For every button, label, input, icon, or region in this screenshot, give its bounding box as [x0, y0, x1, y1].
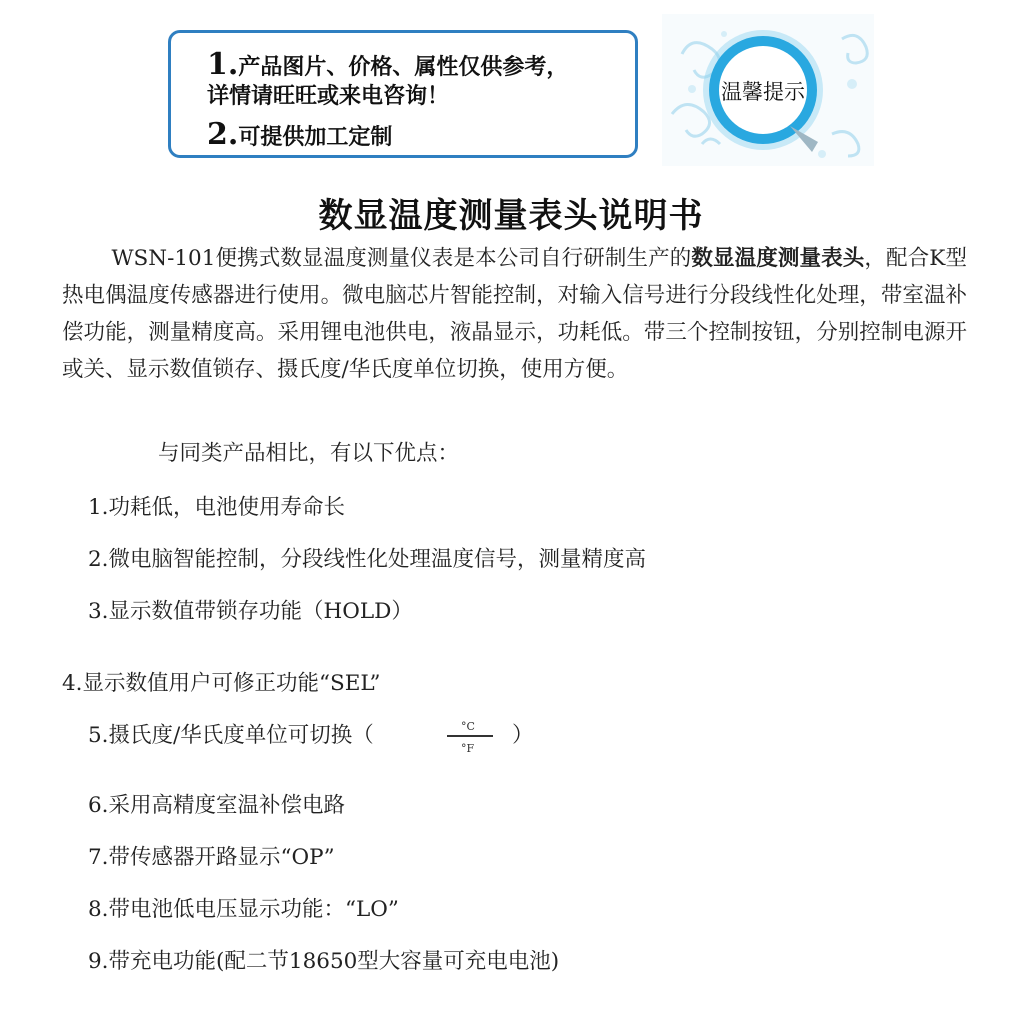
- fraction-bar: [447, 735, 493, 737]
- notice-text-3: 可提供加工定制: [238, 125, 393, 150]
- advantage-item-2: 2.微电脑智能控制，分段线性化处理温度信号，测量精度高: [88, 547, 647, 572]
- notice-number-1: 1.: [207, 47, 239, 82]
- advantage-item-7: 7.带传感器开路显示“OP”: [88, 845, 335, 870]
- notice-line-2: 详情请旺旺或来电咨询！: [207, 84, 450, 109]
- advantage-item-5: 5.摄氏度/华氏度单位可切换（: [88, 723, 374, 748]
- intro-paragraph: [62, 240, 967, 388]
- advantage-item-9: 9.带充电功能(配二节18650型大容量可充电电池): [88, 949, 560, 974]
- unit-switch-symbol: [447, 720, 493, 760]
- notice-text-1: 产品图片、价格、属性仅供参考，: [238, 55, 569, 80]
- badge-label: 温馨提示: [721, 80, 805, 104]
- advantage-item-1: 1.功耗低，电池使用寿命长: [88, 495, 346, 520]
- celsius-label: °C: [461, 720, 475, 733]
- fahrenheit-label: °F: [461, 742, 475, 755]
- intro-text-bold: 数显温度测量表头: [691, 246, 865, 271]
- warm-tip-badge: [662, 14, 874, 166]
- comparison-heading: 与同类产品相比，有以下优点：: [158, 441, 460, 466]
- intro-text-after: ，配合K型热电偶温度传感器进行使用。微电脑芯片智能控制，对输入信号进行分段线性化处理，带室温补偿功能，测量精度高。采用锂电池供电，液晶显示，功耗低。带三个控制按钮，分别控制电源开或关、显示数值锁存、摄氏度/华氏度单位切换，使用方便。: [62, 246, 967, 382]
- advantage-item-5-close: ）: [512, 723, 534, 748]
- advantage-item-3: 3.显示数值带锁存功能（HOLD）: [88, 599, 413, 624]
- advantage-item-4: 4.显示数值用户可修正功能“SEL”: [62, 671, 381, 696]
- notice-number-2: 2.: [207, 117, 239, 152]
- intro-text-before: WSN-101便携式数显温度测量仪表是本公司自行研制生产的: [111, 246, 692, 271]
- advantage-item-8: 8.带电池低电压显示功能：“LO”: [88, 897, 399, 922]
- advantage-item-6: 6.采用高精度室温补偿电路: [88, 793, 346, 818]
- document-title: 数显温度测量表头说明书: [318, 196, 704, 236]
- notice-box: [168, 30, 638, 158]
- notice-line-3: [207, 117, 392, 152]
- notice-line-1: [207, 47, 568, 82]
